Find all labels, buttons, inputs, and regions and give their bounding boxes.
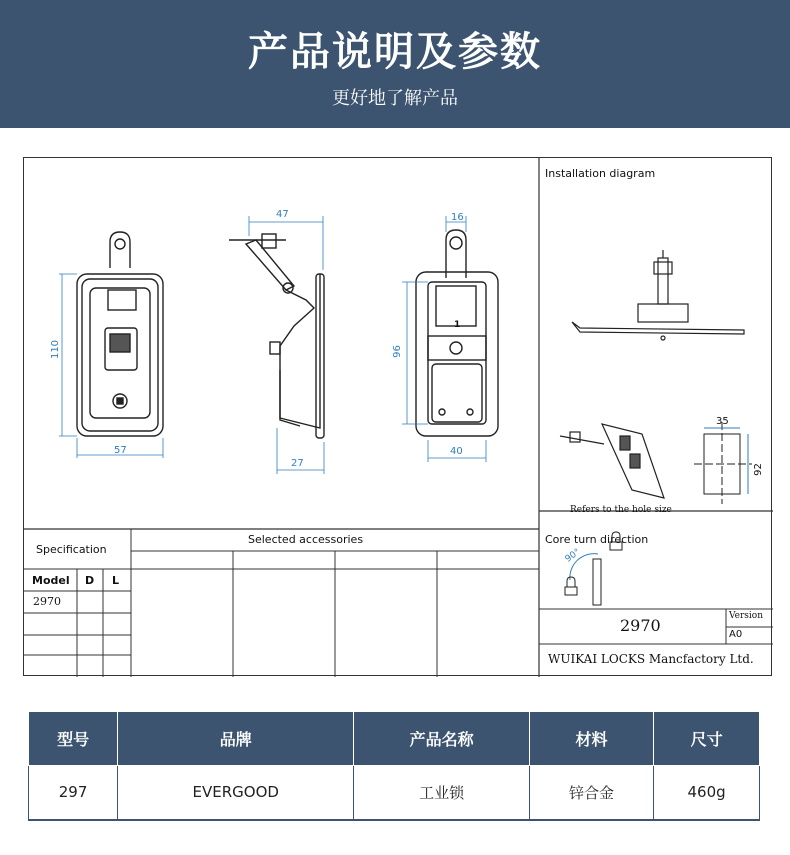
front-height-label: 110 <box>50 339 62 360</box>
hole-width-label: 35 <box>716 416 729 427</box>
col-model: Model <box>32 574 70 587</box>
version-label: Version <box>729 611 764 621</box>
spec-title: Specification <box>36 543 107 556</box>
back-dimensions <box>402 216 486 462</box>
spec-header-row <box>29 712 760 766</box>
front-width-label: 57 <box>114 445 127 456</box>
hole-note: Refers to the hole size <box>570 505 672 515</box>
hole-height-label: 92 <box>752 463 764 476</box>
spec-table <box>28 711 760 821</box>
tab-number: 1 <box>454 320 461 330</box>
model-value: 2970 <box>33 595 61 608</box>
technical-drawing-sheet <box>23 157 772 676</box>
col-l: L <box>112 574 120 587</box>
header-material: 材料 <box>529 712 653 766</box>
back-top-label: 16 <box>451 212 464 223</box>
side-bottom-label: 27 <box>291 458 304 469</box>
core-title: Core turn direction <box>545 533 649 546</box>
back-bottom-label: 40 <box>450 446 463 457</box>
value-product-name: 工业锁 <box>354 766 530 820</box>
core-angle: 90° <box>563 547 583 565</box>
header-model: 型号 <box>29 712 118 766</box>
value-brand: EVERGOOD <box>118 766 354 820</box>
accessories-title: Selected accessories <box>248 533 364 546</box>
back-view <box>416 230 498 436</box>
header-brand: 品牌 <box>118 712 354 766</box>
side-dimensions <box>249 216 324 474</box>
back-height-label: 96 <box>391 345 403 358</box>
value-size: 460g <box>654 766 760 820</box>
col-d: D <box>85 574 95 587</box>
value-material: 锌合金 <box>529 766 653 820</box>
header-size: 尺寸 <box>654 712 760 766</box>
iso-view <box>560 424 664 498</box>
banner-title: 产品说明及参数 <box>248 29 542 75</box>
banner-subtitle: 更好地了解产品 <box>332 88 458 109</box>
installation-title: Installation diagram <box>545 167 656 180</box>
value-model: 297 <box>29 766 118 820</box>
spec-value-row <box>29 766 760 820</box>
company-name: WUIKAI LOCKS Mancfactory Ltd. <box>548 652 754 666</box>
side-view <box>229 234 324 438</box>
version-value: A0 <box>729 629 743 640</box>
header-banner <box>0 0 790 128</box>
hole-diagram <box>694 422 752 504</box>
header-product-name: 产品名称 <box>354 712 530 766</box>
installation-view <box>572 250 744 340</box>
front-view <box>77 232 163 436</box>
technical-drawing <box>24 158 773 677</box>
title-model: 2970 <box>620 616 661 635</box>
side-top-label: 47 <box>276 209 289 220</box>
